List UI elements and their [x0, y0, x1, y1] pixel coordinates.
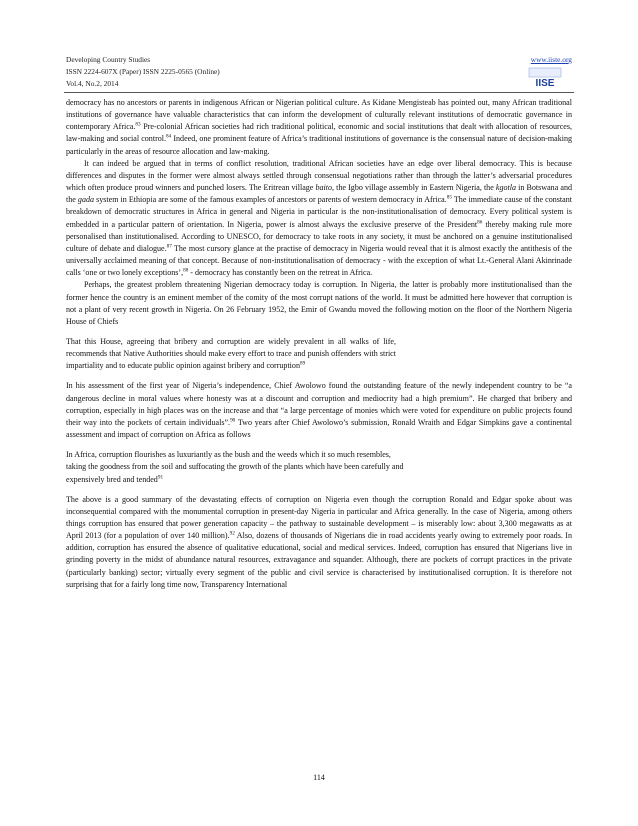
journal-name: Developing Country Studies	[66, 55, 151, 64]
footnote-ref: 92	[229, 530, 235, 537]
footnote-ref: 89	[299, 360, 306, 367]
article-body	[66, 97, 572, 591]
footnote-ref: 91	[157, 473, 164, 480]
footnote-ref: 90	[230, 417, 236, 424]
footnote-ref: 86	[477, 218, 483, 225]
footnote-ref: 84	[166, 133, 172, 140]
footnote-ref: 85	[446, 194, 452, 201]
paragraph-5: The above is a good summary of the devastating effects of corruption on Nigeria even though the corruption Ronald and Edgar spoke about was inconsequential compared with the monumental corruption in present-day Nigeria in particular and Africa generally. In the case of Nigeria, among others things corruption has ensured that power generation capacity – the pathway to sustainable development – is miserably low: about 3,300 megawatts as at April 2013 (for a population of over 140 million).$^{92}$ Also, dozens of thousands of Nigerians die in road accidents yearly owing to extremely poor roads. In addition, corruption has ensured the absence of qualitative educational, social and medical services. Indeed, corruption has ensured that Nigerians live in grinding poverty in the midst of abundance natural resources, extravagance and squander. Although, there are pockets of corrupt practices in the private (particularly banking) sector; virtually every segment of the public and civil service is characterised by institutionalised corruption. It is therefore not surprising that for a fairly long time now, Transparency International	[66, 494, 572, 589]
paragraph-4: In his assessment of the first year of Nigeria’s independence, Chief Awolowo found the outstanding feature of the newly independent country to be “a dangerous decline in moral values where honesty was at a discount and corruption and mediocrity had a high premium”. He charged that bribery and corruption, especially in high places was on the increase and that “a large percentage of monies which were voted for expenditure on public projects found their way into the pockets of certain individuals”.$^{90}$ Two years after Chief Awolowo’s submission, Ronald Wraith and Edgar Simpkins gave a continental assessment and impact of corruption on Africa as follows	[66, 381, 572, 440]
block-quote-1: That this House, agreeing that bribery and corruption are widely prevalent in all walks of life, recommends that Native Authorities should make every effort to trace and punish offenders with strict impartiality and to educate public opinion against bribery and corruption$^{89}$	[66, 336, 396, 371]
page-header	[66, 54, 572, 90]
iiste-logo-icon	[528, 67, 562, 89]
issn-line: ISSN 2224-607X (Paper) ISSN 2225-0565 (Online)	[66, 67, 220, 76]
paragraph-3: Perhaps, the greatest problem threatening Nigerian democracy today is corruption. In Nigeria, the latter is probably more institutionalised than the former hence the country is an eminent member of the comity of the most corrupt nations of the world. It must be admitted here however that corruption is not a plant of very recent growth in Nigeria. On 26 February 1952, the Emir of Gwandu moved the following motion on the floor of the Northern Nigeria House of Chiefs	[66, 280, 572, 326]
footnote-ref: 87	[166, 243, 172, 250]
footnote-ref: 83	[135, 121, 141, 128]
page-number: 114	[313, 773, 325, 782]
header-divider	[64, 92, 574, 93]
journal-url-link[interactable]: www.iiste.org	[530, 55, 572, 64]
logo-text: IISE	[535, 78, 555, 89]
volume-line: Vol.4, No.2, 2014	[66, 79, 119, 88]
paragraph-2: It can indeed be argued that in terms of conflict resolution, traditional African societies have an edge over liberal democracy. This is because differences and disputes in the former were almost always settled through consensual negotiations rather than through the latter’s adversarial procedures which often produce proud winners and punched losers. The Eritrean village baito, the Igbo village assembly in Eastern Nigeria, the kgotla in Botswana and the gada system in Ethiopia are some of the famous examples of ancestors or parents of western democracy in Africa.$^{85}$ The immediate cause of the constant breakdown of democratic structures in Africa in general and Nigeria in particular is the non-institutionalisation of democracy. Every political system is embedded in a particular pattern of orientation. In Nigeria, power is almost always the exclusive preserve of the President$^{86}$ thereby making rule more personalised than institutionalised. According to UNESCO, for democracy to take roots in any society, it must be anchored on a genuine institutionalised culture of debate and dialogue.$^{87}$ The most cursory glance at the practise of democracy in Nigeria would reveal that it is almost exactly the antithesis of the universally acclaimed meaning of that concept. Because of non-institutionalisation of democracy - with the exception of what Lt.-General Alani Akinrinade calls ‘one or two lonely exceptions’,$^{88}$ - democracy has constantly been on the retreat in Africa.	[66, 158, 572, 278]
block-quote-2: In Africa, corruption flourishes as luxuriantly as the bush and the weeds which it so much resembles, taking the goodness from the soil and suffocating the growth of the plants which have been carefully and expensively bred and tended$^{91}$	[66, 450, 404, 484]
paragraph-1: democracy has no ancestors or parents in indigenous African or Nigerian political culture. As Kidane Mengisteab has pointed out, many African traditional institutions of governance have valuable characteristics that can inform the development of culturally relevant institutions of democratic governance in contemporary Africa.$^{83}$ Pre-colonial African societies had rich traditional political, economic and social institutions that dealt with allocation of resources, law-making and social control.$^{84}$ Indeed, one prominent feature of Africa’s traditional institutions of governance is the consensual nature of decision-making particularly in the areas of resource allocation and law-making.	[66, 98, 572, 156]
footnote-ref: 88	[183, 267, 189, 274]
